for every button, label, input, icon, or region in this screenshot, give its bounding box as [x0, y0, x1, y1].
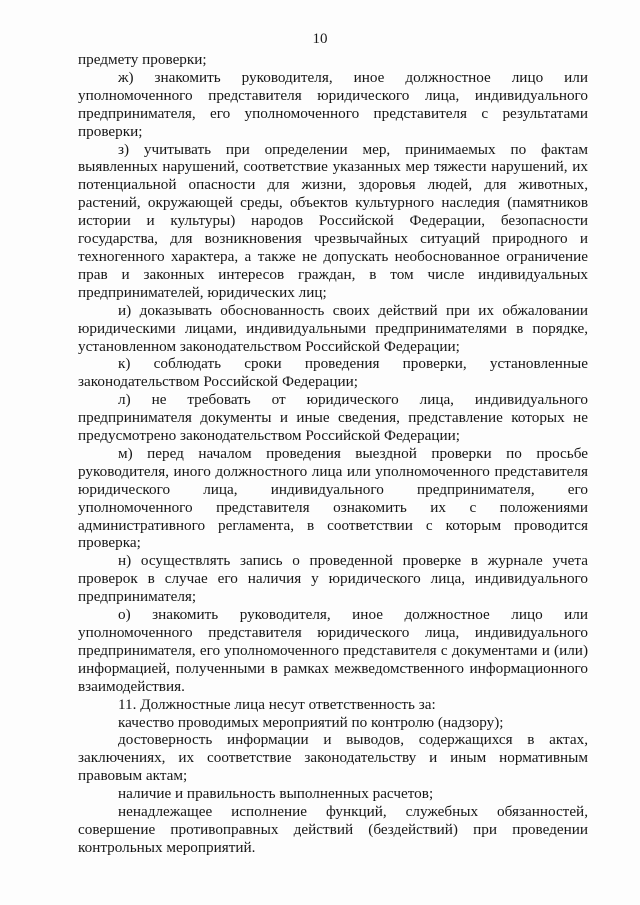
paragraph-responsibility-calculations: наличие и правильность выполненных расчетов; [118, 785, 434, 803]
page-number: 10 [312, 31, 328, 47]
paragraph-responsibility-quality: качество проводимых мероприятий по контролю (надзору); [118, 713, 504, 731]
paragraph-item-z: з) учитывать при определении мер, принимаемых по фактам выявленных нарушений, соответствие указанных мер тяжести нарушений, их потенциальной опасности для жизни, здоровья людей, для животных, растений, окружающей среды, объектов культурного наследия (памятников истории и культуры) народов Российской Федерации, безопасности государства, для возникновения чрезвычайных ситуаций природного и техногенного характера, а также не допускать необоснованное ограничение прав и законных интересов граждан, в том числе индивидуальных предпринимателей, юридических лиц; [78, 140, 588, 301]
paragraph-item-zh: ж) знакомить руководителя, иное должностное лицо или уполномоченного представителя юридического лица, индивидуального предпринимателя, его уполномоченного представителя с результатами проверки; [78, 68, 588, 140]
paragraph-responsibility-accuracy: достоверность информации и выводов, содержащихся в актах, заключениях, их соответствие законодательству и иным нормативным правовым актам; [78, 731, 588, 785]
paragraph-continuation: предмету проверки; [78, 51, 207, 68]
paragraph-item-n: н) осуществлять запись о проведенной проверке в журнале учета проверок в случае его наличия у юридического лица, индивидуального предпринимателя; [78, 552, 588, 606]
paragraph-item-m: м) перед началом проведения выездной проверки по просьбе руководителя, иного должностного лица или уполномоченного представителя юридического лица, индивидуального предпринимателя, его уполномоченного представителя ознакомить их с положениями административного регламента, в соответствии с которым проводится проверка; [78, 444, 588, 552]
paragraph-item-k: к) соблюдать сроки проведения проверки, установленные законодательством Российской Федерации; [78, 355, 588, 391]
paragraph-item-l: л) не требовать от юридического лица, индивидуального предпринимателя документы и иные сведения, представление которых не предусмотрено законодательством Российской Федерации; [78, 391, 588, 445]
paragraph-section-11: 11. Должностные лица несут ответственность за: [118, 695, 436, 713]
paragraph-item-o: о) знакомить руководителя, иное должностное лицо или уполномоченного представителя юридического лица, индивидуального предпринимателя, его уполномоченного представителя с документами и (или) информацией, полученными в рамках межведомственного информационного взаимодействия. [78, 606, 588, 695]
document-body [78, 51, 588, 857]
paragraph-responsibility-improper-performance: ненадлежащее исполнение функций, служебных обязанностей, совершение противоправных действий (бездействий) при проведении контрольных мероприятий. [78, 803, 588, 856]
paragraph-item-i: и) доказывать обоснованность своих действий при их обжаловании юридическими лицами, индивидуальными предпринимателями в порядке, установленном законодательством Российской Федерации; [78, 301, 588, 355]
